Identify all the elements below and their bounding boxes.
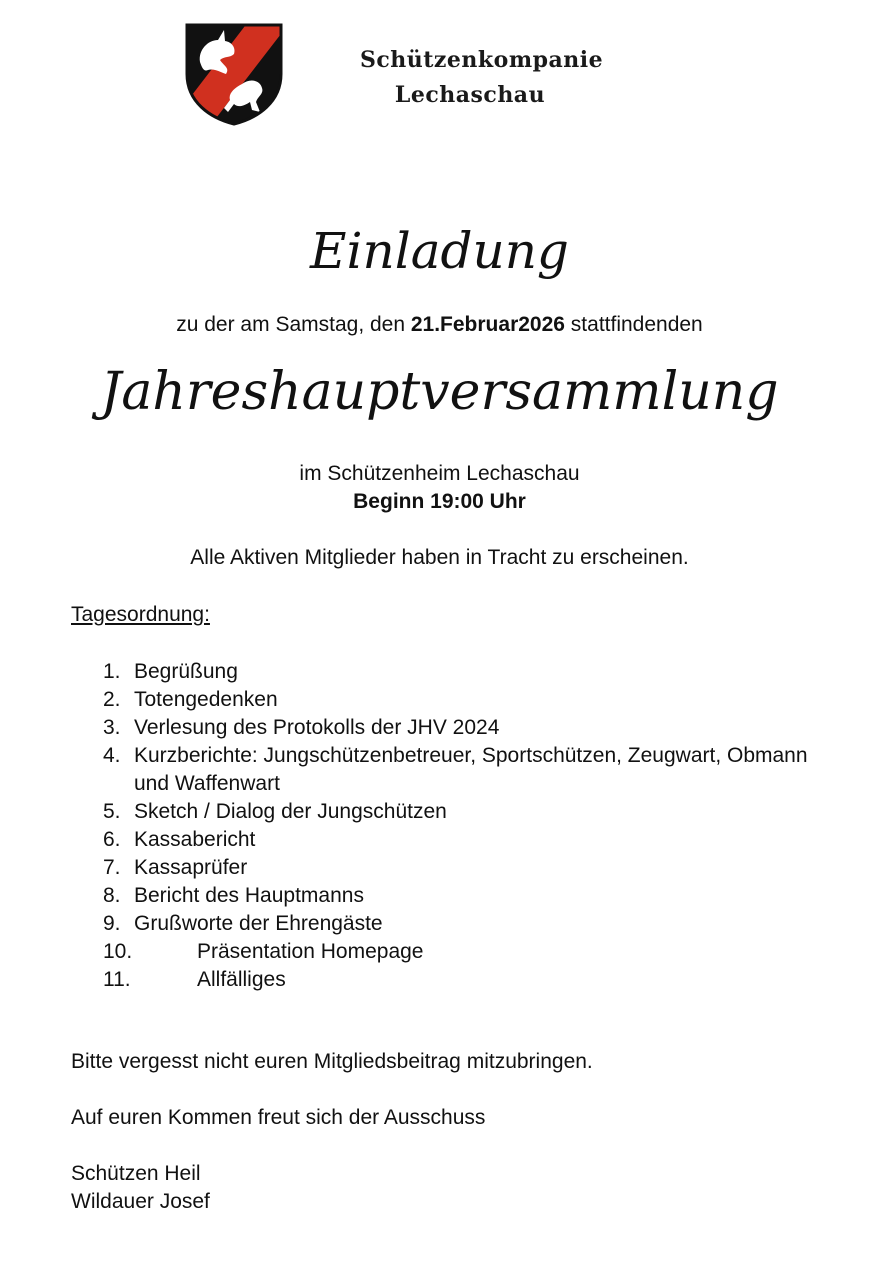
agenda-item-text: Sketch / Dialog der Jungschützen [134, 800, 447, 823]
agenda-list [0, 658, 879, 994]
agenda-item [0, 798, 879, 826]
agenda-item-text: Präsentation Homepage [197, 940, 424, 963]
agenda-item [0, 658, 879, 686]
agenda-item [0, 910, 879, 938]
invitation-title: Einladung [310, 222, 569, 280]
org-name-line2: Lechaschau [394, 82, 546, 108]
agenda-item [0, 938, 879, 966]
coat-of-arms-icon [184, 22, 284, 126]
org-name-line1: Schützenkompanie [360, 47, 604, 73]
event-date: 21.Februar2026 [410, 313, 565, 336]
agenda-item [0, 882, 879, 910]
agenda-item [0, 966, 879, 994]
agenda-item-text: Kurzberichte: Jungschützenbetreuer, Sportschützen, Zeugwart, Obmann und Waffenwart [134, 744, 808, 795]
agenda-item [0, 854, 879, 882]
salute-line: Schützen Heil [71, 1162, 201, 1185]
signature-name: Wildauer Josef [71, 1190, 210, 1213]
event-venue: im Schützenheim Lechaschau [299, 462, 580, 485]
event-start-time: Beginn 19:00 Uhr [353, 490, 526, 513]
agenda-item-number: 7. [103, 856, 121, 879]
agenda-item-number: 3. [103, 716, 121, 739]
agenda-item-number: 10. [103, 940, 133, 963]
agenda-title: Tagesordnung: [71, 603, 210, 626]
agenda-item-text: Verlesung des Protokolls der JHV 2024 [134, 716, 500, 739]
closing-greeting: Auf euren Kommen freut sich der Ausschuss [71, 1106, 486, 1129]
agenda-item-text: Allfälliges [197, 968, 286, 991]
agenda-item [0, 714, 879, 742]
agenda-item-text: Kassaprüfer [134, 856, 248, 879]
agenda-item [0, 826, 879, 854]
agenda-item-text: Begrüßung [134, 660, 238, 683]
agenda-item [0, 742, 879, 798]
agenda-item-number: 4. [103, 744, 121, 767]
agenda-item-number: 11. [103, 968, 131, 991]
agenda-item-text: Totengedenken [134, 688, 278, 711]
agenda-item-number: 8. [103, 884, 121, 907]
invitation-subline [0, 313, 879, 337]
subline-suffix: stattfindenden [564, 313, 703, 336]
agenda-item-number: 9. [103, 912, 121, 935]
agenda-item-number: 5. [103, 800, 121, 823]
agenda-item-number: 6. [103, 828, 121, 851]
agenda-item-number: 1. [103, 660, 121, 683]
event-title: Jahreshauptversammlung [100, 362, 779, 422]
agenda-item [0, 686, 879, 714]
dress-code-note: Alle Aktiven Mitglieder haben in Tracht zu erscheinen. [190, 546, 689, 569]
agenda-item-text: Bericht des Hauptmanns [134, 884, 364, 907]
membership-fee-reminder: Bitte vergesst nicht euren Mitgliedsbeitrag mitzubringen. [71, 1050, 593, 1073]
agenda-item-text: Kassabericht [134, 828, 256, 851]
agenda-item-text: Grußworte der Ehrengäste [134, 912, 383, 935]
subline-prefix: zu der am Samstag, den [176, 313, 411, 336]
agenda-item-number: 2. [103, 688, 121, 711]
